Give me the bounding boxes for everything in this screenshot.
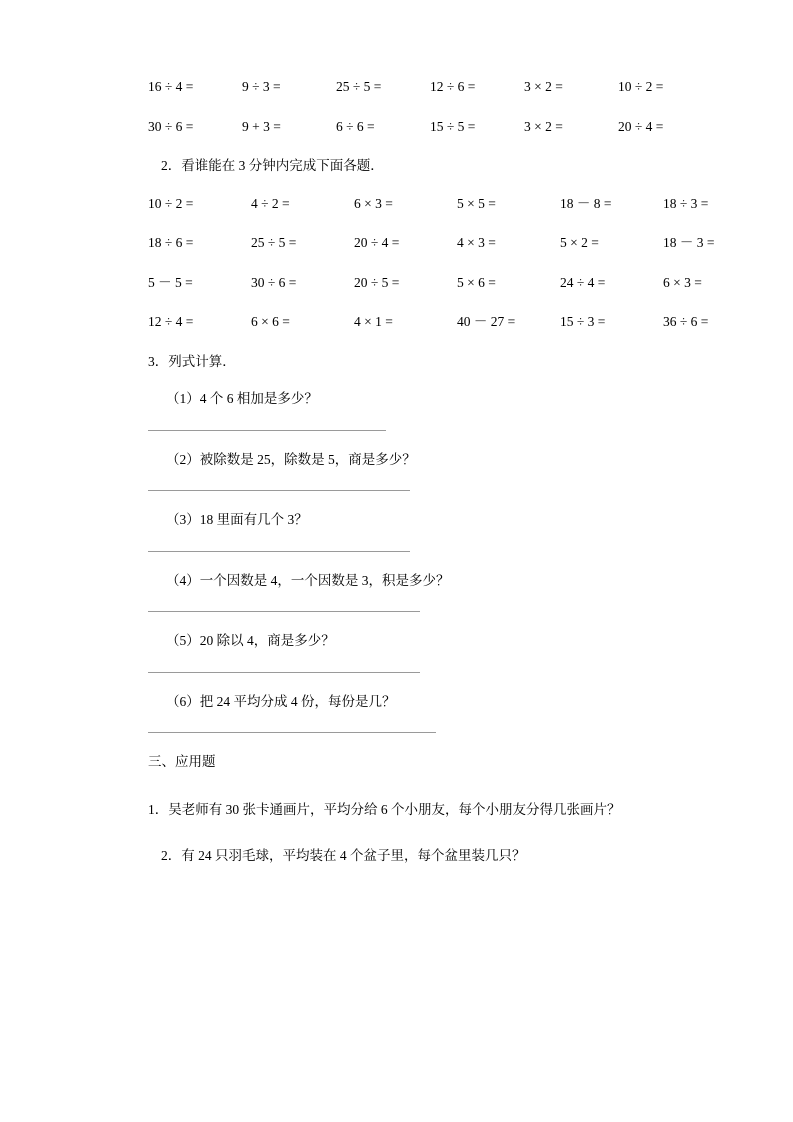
math-problem: 25 ÷ 5 = [251, 235, 297, 250]
math-problem: 12 ÷ 4 = [148, 314, 194, 329]
math-problem: 4 × 1 = [354, 314, 393, 329]
exercise2-row [148, 195, 709, 211]
exercise3-question: （4）一个因数是 4，一个因数是 3，积是多少？ [166, 572, 450, 588]
math-problem: 25 ÷ 5 = [336, 79, 382, 94]
exercise2-title: 2．看谁能在 3 分钟内完成下面各题． [161, 158, 384, 173]
math-problem: 18 ÷ 3 = [663, 195, 709, 211]
word-problem: 1．吴老师有 30 张卡通画片，平均分给 6 个小朋友，每个小朋友分得几张画片？ [148, 801, 621, 817]
exercise3-question: （3）18 里面有几个 3？ [166, 512, 308, 527]
exercise2-row [148, 274, 702, 290]
math-problem: 4 ÷ 2 = [251, 195, 290, 211]
math-problem: 18 － 8 = [560, 195, 612, 211]
word-problem: 2．有 24 只羽毛球，平均装在 4 个盆子里，每个盆里装几只？ [161, 847, 526, 863]
exercise3-question: （5）20 除以 4，商是多少？ [166, 633, 335, 648]
math-problem: 12 ÷ 6 = [430, 79, 476, 94]
answer-line[interactable] [148, 732, 436, 733]
math-problem: 6 ÷ 6 = [336, 118, 375, 134]
math-problem: 3 × 2 = [524, 79, 563, 94]
math-problem: 10 ÷ 2 = [618, 79, 664, 94]
math-problem: 24 ÷ 4 = [560, 274, 606, 290]
exercise1-row [148, 120, 678, 134]
answer-line[interactable] [148, 490, 410, 491]
exercise3-question: （6）把 24 平均分成 4 份，每份是几？ [166, 693, 396, 709]
math-problem: 36 ÷ 6 = [663, 314, 709, 329]
math-problem: 6 × 6 = [251, 314, 290, 329]
math-problem: 5 × 5 = [457, 195, 496, 211]
math-problem: 9 + 3 = [242, 118, 281, 134]
math-problem: 9 ÷ 3 = [242, 79, 281, 94]
exercise1-row [148, 80, 678, 94]
answer-line[interactable] [148, 611, 420, 612]
exercise3-question: （1）4 个 6 相加是多少？ [166, 391, 318, 406]
math-problem: 18 ÷ 6 = [148, 235, 194, 250]
math-problem: 10 ÷ 2 = [148, 195, 194, 211]
exercise2-row [148, 235, 715, 250]
math-problem: 20 ÷ 4 = [618, 118, 664, 134]
math-problem: 6 × 3 = [663, 274, 702, 290]
math-problem: 16 ÷ 4 = [148, 79, 194, 94]
math-problem: 30 ÷ 6 = [148, 118, 194, 134]
math-problem: 40 － 27 = [457, 314, 516, 329]
math-problem: 5 × 6 = [457, 274, 496, 290]
exercise3-title: 3．列式计算． [148, 353, 236, 369]
math-problem: 30 ÷ 6 = [251, 274, 297, 290]
math-problem: 20 ÷ 4 = [354, 235, 400, 250]
math-problem: 18 － 3 = [663, 235, 715, 250]
math-problem: 15 ÷ 5 = [430, 118, 476, 134]
math-problem: 5 － 5 = [148, 274, 193, 290]
exercise3-question: （2）被除数是 25，除数是 5，商是多少？ [166, 451, 416, 467]
math-problem: 15 ÷ 3 = [560, 314, 606, 329]
answer-line[interactable] [148, 551, 410, 552]
exercise2-row [148, 314, 709, 329]
math-problem: 6 × 3 = [354, 195, 393, 211]
section-heading: 三、应用题 [148, 754, 216, 769]
math-problem: 5 × 2 = [560, 235, 599, 250]
math-problem: 4 × 3 = [457, 235, 496, 250]
answer-line[interactable] [148, 672, 420, 673]
math-problem: 20 ÷ 5 = [354, 274, 400, 290]
answer-line[interactable] [148, 430, 386, 431]
math-problem: 3 × 2 = [524, 118, 563, 134]
